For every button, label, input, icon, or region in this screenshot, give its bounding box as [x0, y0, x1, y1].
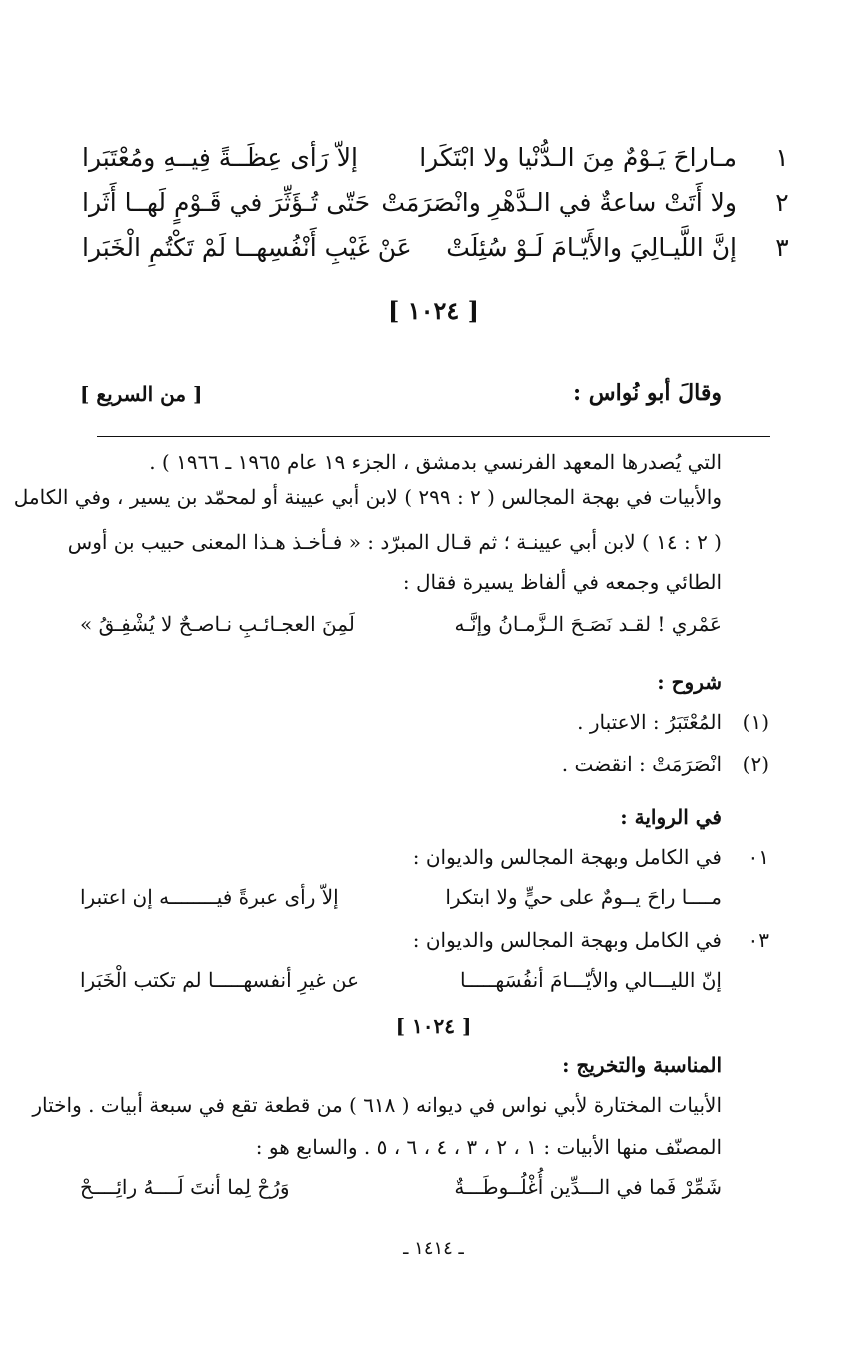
verse-first-hemistich: مـاراحَ يَـوْمٌ مِنَ الـدُّنْيا ولا ابْتَكَرا	[419, 143, 737, 172]
verse-first-hemistich: ولا أَتَتْ ساعةٌ في الـدَّهْرِ وانْصَرَمَتْ	[381, 188, 737, 217]
shuruh-item-number: (١)	[742, 710, 769, 734]
shuruh-heading: شروح :	[657, 670, 722, 694]
poem-number: [ ١٠٢٤ ]	[388, 296, 479, 325]
riwaya-source: في الكامل وبهجة المجالس والديوان :	[412, 928, 722, 952]
riwaya-verse-second: إلاّ رأى عبرةً فيــــــــه إن اعتبرا	[80, 885, 339, 909]
riwaya-heading: في الرواية :	[620, 805, 722, 829]
footnote-line: الطائي وجمعه في ألفاظ يسيرة فقال :	[402, 570, 722, 594]
takhrij-verse-first: شَمِّرْ فَما في الـــدِّين أُغْلُــوطَـــةٌ	[454, 1175, 722, 1199]
verse-first-hemistich: إنَّ اللَّيـالِيَ والأَيّـامَ لَـوْ سُئِلَتْ	[446, 233, 737, 262]
page-number: ـ ١٤١٤ ـ	[403, 1238, 464, 1259]
takhrij-line: الأبيات المختارة لأبي نواس في ديوانه ( ٦١٨ ) من قطعة تقع في سبعة أبيات . واختار	[32, 1093, 722, 1117]
verse-number: ٣	[775, 233, 789, 262]
shuruh-item-number: (٢)	[742, 752, 769, 776]
riwaya-source: في الكامل وبهجة المجالس والديوان :	[412, 845, 722, 869]
takhrij-verse-second: وَرُحْ لِما أنتَ لَــــهُ رائِــــحْ	[80, 1175, 290, 1199]
verse-number: ٢	[775, 188, 789, 217]
footnote-verse-second: لَمِنَ العجـائـبِ نـاصـحٌ لا يُشْفِـقُ »	[80, 612, 355, 636]
riwaya-verse-first: مــــا راحَ يــومٌ على حيٍّ ولا ابتكرا	[445, 885, 722, 909]
footnote-divider	[97, 436, 770, 437]
verse-second-hemistich: عَنْ غَيْبِ أَنْفُسِهــا لَمْ تَكْتُمِ الْخَبَرا	[82, 233, 412, 262]
poem-speaker: وقالَ أبو نُواس :	[573, 380, 722, 406]
verse-second-hemistich: إلاّ رَأى عِظَــةً فِيــهِ ومُعْتَبَرا	[82, 143, 358, 172]
poem-number-reference: [ ١٠٢٤ ]	[395, 1014, 472, 1038]
verse-row	[70, 233, 797, 279]
verse-row	[70, 143, 797, 189]
shuruh-item-text: انْصَرَمَتْ : انقضت .	[561, 752, 722, 776]
riwaya-item-number: ٠١	[747, 845, 769, 869]
verse-row	[70, 188, 797, 234]
riwaya-item-number: ٠٣	[747, 928, 769, 952]
poem-meter: [ من السريع ]	[80, 382, 203, 406]
riwaya-verse-second: عن غيرِ أنفسهـــــا لم تكتب الْخَبَرا	[80, 968, 360, 992]
shuruh-item-text: المُعْتَبَرُ : الاعتبار .	[577, 710, 722, 734]
takhrij-line: المصنّف منها الأبيات : ١ ، ٢ ، ٣ ، ٤ ، ٦ ، ٥ . والسابع هو :	[255, 1135, 722, 1159]
takhrij-heading: المناسبة والتخريج :	[562, 1053, 722, 1077]
footnote-verse-first: عَمْري ! لقـد نَصَـحَ الـزَّمـانُ وإنَّـه	[454, 612, 722, 636]
footnote-line: والأبيات في بهجة المجالس ( ٢ : ٢٩٩ ) لابن أبي عيينة أو لمحمّد بن يسير ، وفي الكامل	[13, 485, 722, 509]
verse-second-hemistich: حَتّى تُـؤَثِّرَ في قَـوْمٍ لَهــا أَثَرا	[82, 188, 371, 217]
verse-number: ١	[775, 143, 789, 172]
footnote-line: ( ٢ : ١٤ ) لابن أبي عيينـة ؛ ثم قـال المبرّد : « فـأخـذ هـذا المعنى حبيب بن أوس	[67, 530, 722, 554]
footnote-line: التي يُصدرها المعهد الفرنسي بدمشق ، الجزء ١٩ عام ١٩٦٥ ـ ١٩٦٦ ) .	[149, 450, 722, 474]
riwaya-verse-first: إنّ الليـــالي والأيّـــامَ أنفُسَهـــــا	[460, 968, 722, 992]
